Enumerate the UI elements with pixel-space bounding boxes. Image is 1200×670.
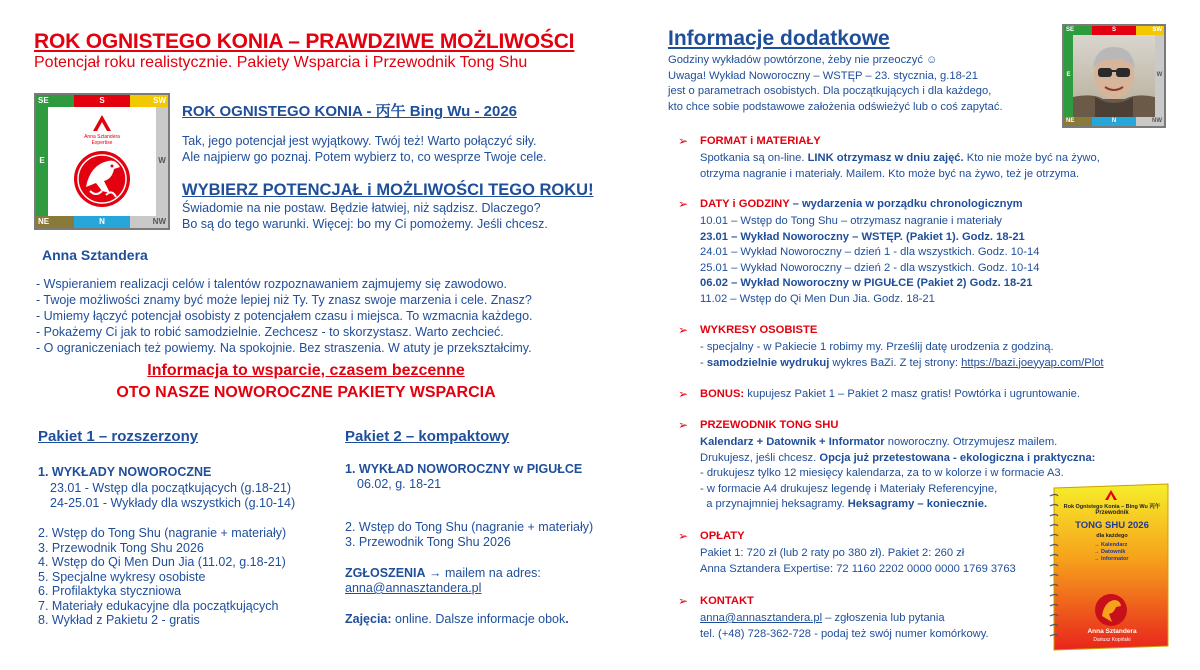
package2-item1-line: 06.02, g. 18-21 <box>357 477 442 491</box>
bagua-ne-field <box>36 216 74 228</box>
bullet-item: - Umiemy łączyć potencjał osobisty z potencjałem czasu i miejsca. To wzmacnia każdego. <box>36 309 533 323</box>
package1-list <box>38 526 286 628</box>
bazi-link[interactable]: https://bazi.joeyyap.com/Plot <box>961 356 1104 369</box>
package1-item1-line1: 23.01 - Wstęp dla początkujących (g.18-21) <box>50 481 292 495</box>
photo-e-label: E <box>1066 72 1071 78</box>
package2-list <box>345 520 593 549</box>
contact-email-suffix: – zgłoszenia lub pytania <box>822 612 945 624</box>
guide-text: noworoczny. Otrzymujesz mailem. <box>884 436 1058 448</box>
book-item: → Datownik <box>1094 549 1126 555</box>
mission-bullets <box>36 276 596 356</box>
bagua-se-field <box>36 95 74 107</box>
classes-text: online. Dalsze informacje obok <box>391 612 566 626</box>
guide-line-4: - w formacie A4 drukujesz legendę i Materiały Referencyjne, <box>700 482 998 495</box>
dates-heading <box>700 198 1023 210</box>
logo-line-2: Expertise <box>91 140 113 146</box>
arrow-bullet-icon: ➢ <box>678 594 689 608</box>
contact-email-link[interactable]: anna@annasztandera.pl <box>700 612 823 624</box>
signup-label: ZGŁOSZENIA <box>345 566 426 580</box>
author-name: Anna Sztandera <box>42 247 148 263</box>
logo-line-1: Anna Sztandera <box>84 134 120 140</box>
intro-line-2: Ale najpierw go poznaj. Potem wybierz to, co wesprze Twoje cele. <box>182 150 547 164</box>
bagua-e-field <box>36 107 48 216</box>
fees-line-1: Pakiet 1: 720 zł (lub 2 raty po 380 zł). Pakiet 2: 260 zł <box>700 547 965 559</box>
book-line-1: Rok Ognistego Konia – Bing Wu 丙午 <box>1063 504 1161 510</box>
signup-line <box>345 566 541 581</box>
info-line: kto chce sobie podstawowe założenia odświeżyć lub o coś zapytać. <box>668 100 1003 113</box>
charts-text: wykres BaZi. Z tej strony: <box>829 356 962 369</box>
bagua-nw-field <box>130 216 168 228</box>
main-title: ROK OGNISTEGO KONIA – PRAWDZIWE MOŻLIWOŚCI <box>34 30 575 53</box>
guide-line-5 <box>700 497 1095 513</box>
charts-line-1: - specjalny - w Pakiecie 1 robimy my. Prześlij datę urodzenia z godziną. <box>700 341 1054 353</box>
package1-item: 6. Profilaktyka styczniowa <box>38 584 182 598</box>
arrow-bullet-icon: ➢ <box>678 387 689 401</box>
additional-info-title: Informacje dodatkowe <box>668 27 890 50</box>
bagua-w-field <box>156 107 168 216</box>
photo-ne-label: NE <box>1066 118 1075 124</box>
guide-line-1 <box>700 435 1095 451</box>
photo-n-field <box>1092 117 1136 126</box>
charts-line-2 <box>700 356 1104 372</box>
choose-line-1: Świadomie na nie postaw. Będzie łatwiej, niż sądzisz. Dlaczego? <box>182 201 541 215</box>
classes-line <box>345 612 569 627</box>
info-line: Uwaga! Wykład Noworoczny – WSTĘP – 23. stycznia, g.18-21 <box>668 69 978 82</box>
bullet-item: - Pokażemy Ci jak to robić samodzielnie. Zechcesz - to skorzystasz. Warto zechcieć. <box>36 325 504 339</box>
photo-w-label: W <box>1156 72 1163 78</box>
additional-info-lines <box>668 53 1003 115</box>
contact-phone: tel. (+48) 728-362-728 - podaj też swój numer komórkowy. <box>700 627 989 640</box>
book-items <box>1094 542 1129 563</box>
book-for: dla każdego <box>1096 533 1128 539</box>
horse-emblem-icon <box>50 109 154 214</box>
bagua-e-label: E <box>39 156 45 165</box>
package1-item1-line2: 24-25.01 - Wykłady dla wszystkich (g.10-14) <box>50 496 296 510</box>
bullet-item: - Twoje możliwości znamy być może lepiej niż Ty. Ty znasz swoje marzenia i cele. Znasz? <box>36 293 532 307</box>
package2-item: 3. Przewodnik Tong Shu 2026 <box>345 534 511 549</box>
photo-ne-field <box>1064 117 1092 126</box>
guide-option-note: Opcja już przetestowana - ekologiczna i praktyczna: <box>819 451 1096 464</box>
date-row: 25.01 – Wykład Noworoczny – dzień 2 - dla wszystkich. Godz. 10-14 <box>700 261 1040 274</box>
book-title: TONG SHU 2026 <box>1075 520 1149 531</box>
guide-heading: PRZEWODNIK TONG SHU <box>700 419 839 431</box>
photo-s-field <box>1092 26 1136 35</box>
date-row: 24.01 – Wykład Noworoczny – dzień 1 - dla wszystkich. Godz. 10-14 <box>700 246 1040 258</box>
intro-line-1: Tak, jego potencjał jest wyjątkowy. Twój też! Warto połączyć siły. <box>182 134 537 148</box>
package1-item: 3. Przewodnik Tong Shu 2026 <box>38 540 204 555</box>
support-info-heading: Informacja to wsparcie, czasem bezcenne <box>147 362 465 379</box>
package2-item1-title: 1. WYKŁAD NOWOROCZNY w PIGUŁCE <box>345 462 583 476</box>
photo-n-label: N <box>1111 118 1117 124</box>
info-line: Godziny wykładów powtórzone, żeby nie przeoczyć ☺ <box>668 54 938 66</box>
bonus-line <box>700 388 1080 400</box>
format-link-note: LINK otrzymasz w dniu zajęć. <box>807 152 964 164</box>
guide-components: Kalendarz + Datownik + Informator <box>700 436 885 448</box>
choose-heading: WYBIERZ POTENCJAŁ i MOŻLIWOŚCI TEGO ROKU! <box>182 181 594 199</box>
book-author: Anna Sztandera <box>1087 628 1137 635</box>
bagua-ne-label: NE <box>38 217 50 226</box>
format-text-a: Spotkania są on-line. <box>700 152 808 164</box>
bonus-text: kupujesz Pakiet 1 – Pakiet 2 masz gratis! Powtórka i ugruntowanie. <box>744 388 1080 400</box>
package2-title: Pakiet 2 – kompaktowy <box>345 428 510 445</box>
guide-print-text: Drukujesz, jeśli chcesz. <box>700 451 820 464</box>
package1-item: 7. Materiały edukacyjne dla początkujących <box>38 598 279 613</box>
arrow-bullet-icon: ➢ <box>678 134 689 148</box>
photo-s-label: S <box>1111 27 1116 33</box>
format-line-2: otrzyma nagranie i materiały. Mailem. Kto może być na żywo, też je otrzyma. <box>700 167 1080 180</box>
author-photo-card <box>1062 24 1166 128</box>
signup-email-link[interactable]: anna@annasztandera.pl <box>345 581 482 595</box>
arrow-bullet-icon: ➢ <box>678 529 689 543</box>
photo-sw-label: SW <box>1152 27 1162 33</box>
bagua-s-label: S <box>99 96 105 105</box>
contact-line-1 <box>700 611 989 627</box>
bagua-sw-field <box>130 95 168 107</box>
bullet-item: - Wspieraniem realizacji celów i talentów rozpoznawaniem zajmujemy się zawodowo. <box>36 277 508 291</box>
bagua-se-label: SE <box>38 96 49 105</box>
arrow-bullet-icon: ➢ <box>678 323 689 337</box>
bagua-n-label: N <box>99 217 105 226</box>
package1-item1-title: 1. WYKŁADY NOWOROCZNE <box>38 465 212 479</box>
package2-item: 2. Wstęp do Tong Shu (nagranie + materiały) <box>345 520 594 534</box>
bullet-item: - O ograniczeniach też powiemy. Na spokojnie. Bez straszenia. W atuty je przekształcimy. <box>36 341 532 355</box>
book-item: → Kalendarz <box>1094 542 1128 548</box>
format-line-1 <box>700 151 1100 167</box>
book-line-2: Przewodnik <box>1095 510 1129 516</box>
charts-print-note: samodzielnie wydrukuj <box>706 356 830 369</box>
bagua-w-label: W <box>158 156 166 165</box>
guide-book-cover <box>1042 482 1172 652</box>
guide-line-2 <box>700 451 1095 467</box>
package1-item: 8. Wykład z Pakietu 2 - gratis <box>38 613 200 627</box>
arrow-bullet-icon: ➢ <box>678 197 689 211</box>
photo-e-field <box>1064 35 1073 117</box>
brand-logo <box>50 109 154 214</box>
bagua-nw-label: NW <box>152 217 166 226</box>
packages-heading: OTO NASZE NOWOROCZNE PAKIETY WSPARCIA <box>116 384 496 401</box>
format-text-c: Kto nie może być na żywo, <box>963 152 1100 164</box>
package1-item: 4. Wstęp do Qi Men Dun Jia (11.02, g.18-21) <box>38 555 286 569</box>
book-item: → Informator <box>1094 556 1129 562</box>
arrow-bullet-icon: ➢ <box>678 418 689 432</box>
charts-dash: - <box>700 356 707 369</box>
guide-hex-note: Heksagramy – koniecznie. <box>847 498 988 510</box>
charts-heading: WYKRESY OSOBISTE <box>700 324 818 336</box>
photo-sw-field <box>1136 26 1164 35</box>
photo-nw-field <box>1136 117 1164 126</box>
fees-line-2: Anna Sztandera Expertise: 72 1160 2202 0000 0000 1769 3763 <box>700 562 1016 575</box>
bagua-s-field <box>74 95 130 107</box>
package1-item: 2. Wstęp do Tong Shu (nagranie + materiały) <box>38 526 287 540</box>
main-subtitle: Potencjał roku realistycznie. Pakiety Wsparcia i Przewodnik Tong Shu <box>34 54 528 71</box>
guide-hex-text: a przynajmniej heksagramy. <box>700 498 848 510</box>
date-row-highlight: 06.02 – Wykład Noworoczny w PIGUŁCE (Pakiet 2) Godz. 18-21 <box>700 277 1033 289</box>
photo-w-field <box>1155 35 1164 117</box>
author-portrait-icon <box>1073 35 1155 117</box>
date-row: 11.02 – Wstęp do Qi Men Dun Jia. Godz. 18-21 <box>700 292 935 305</box>
bonus-label: BONUS: <box>700 388 745 400</box>
date-row-highlight: 23.01 – Wykład Noworoczny – WSTĘP. (Pakiet 1). Godz. 18-21 <box>700 230 1025 243</box>
classes-label: Zajęcia: <box>345 612 392 626</box>
photo-se-field <box>1064 26 1092 35</box>
fees-heading: OPŁATY <box>700 530 745 542</box>
photo-se-label: SE <box>1066 27 1075 33</box>
photo-nw-label: NW <box>1152 118 1162 124</box>
bagua-logo-card <box>34 93 170 230</box>
date-row: 10.01 – Wstęp do Tong Shu – otrzymasz nagranie i materiały <box>700 215 1003 227</box>
bagua-sw-label: SW <box>153 96 166 105</box>
guide-line-3: - drukujesz tylko 12 miesięcy kalendarza, za to w kolorze i w formacie A3. <box>700 467 1064 479</box>
package1-title: Pakiet 1 – rozszerzony <box>38 428 199 445</box>
book-coauthor: Dariusz Kopiński <box>1093 637 1131 643</box>
bagua-n-field <box>74 216 130 228</box>
info-line: jest o parametrach osobistych. Dla początkujących i dla każdego, <box>668 85 992 97</box>
signup-text: → mailem na adres: <box>425 566 541 580</box>
choose-line-2: Bo są do tego warunki. Więcej: bo my Ci pomożemy. Jeśli chcesz. <box>182 217 548 231</box>
classes-dot: . <box>565 612 569 626</box>
format-heading: FORMAT i MATERIAŁY <box>700 135 821 147</box>
contact-heading: KONTAKT <box>700 595 754 607</box>
dates-heading-main: DATY i GODZINY <box>700 198 790 210</box>
year-sub-heading: ROK OGNISTEGO KONIA - 丙午 Bing Wu - 2026 <box>182 103 518 120</box>
dates-heading-sub: – wydarzenia w porządku chronologicznym <box>789 198 1023 210</box>
package1-item: 5. Specjalne wykresy osobiste <box>38 569 206 584</box>
